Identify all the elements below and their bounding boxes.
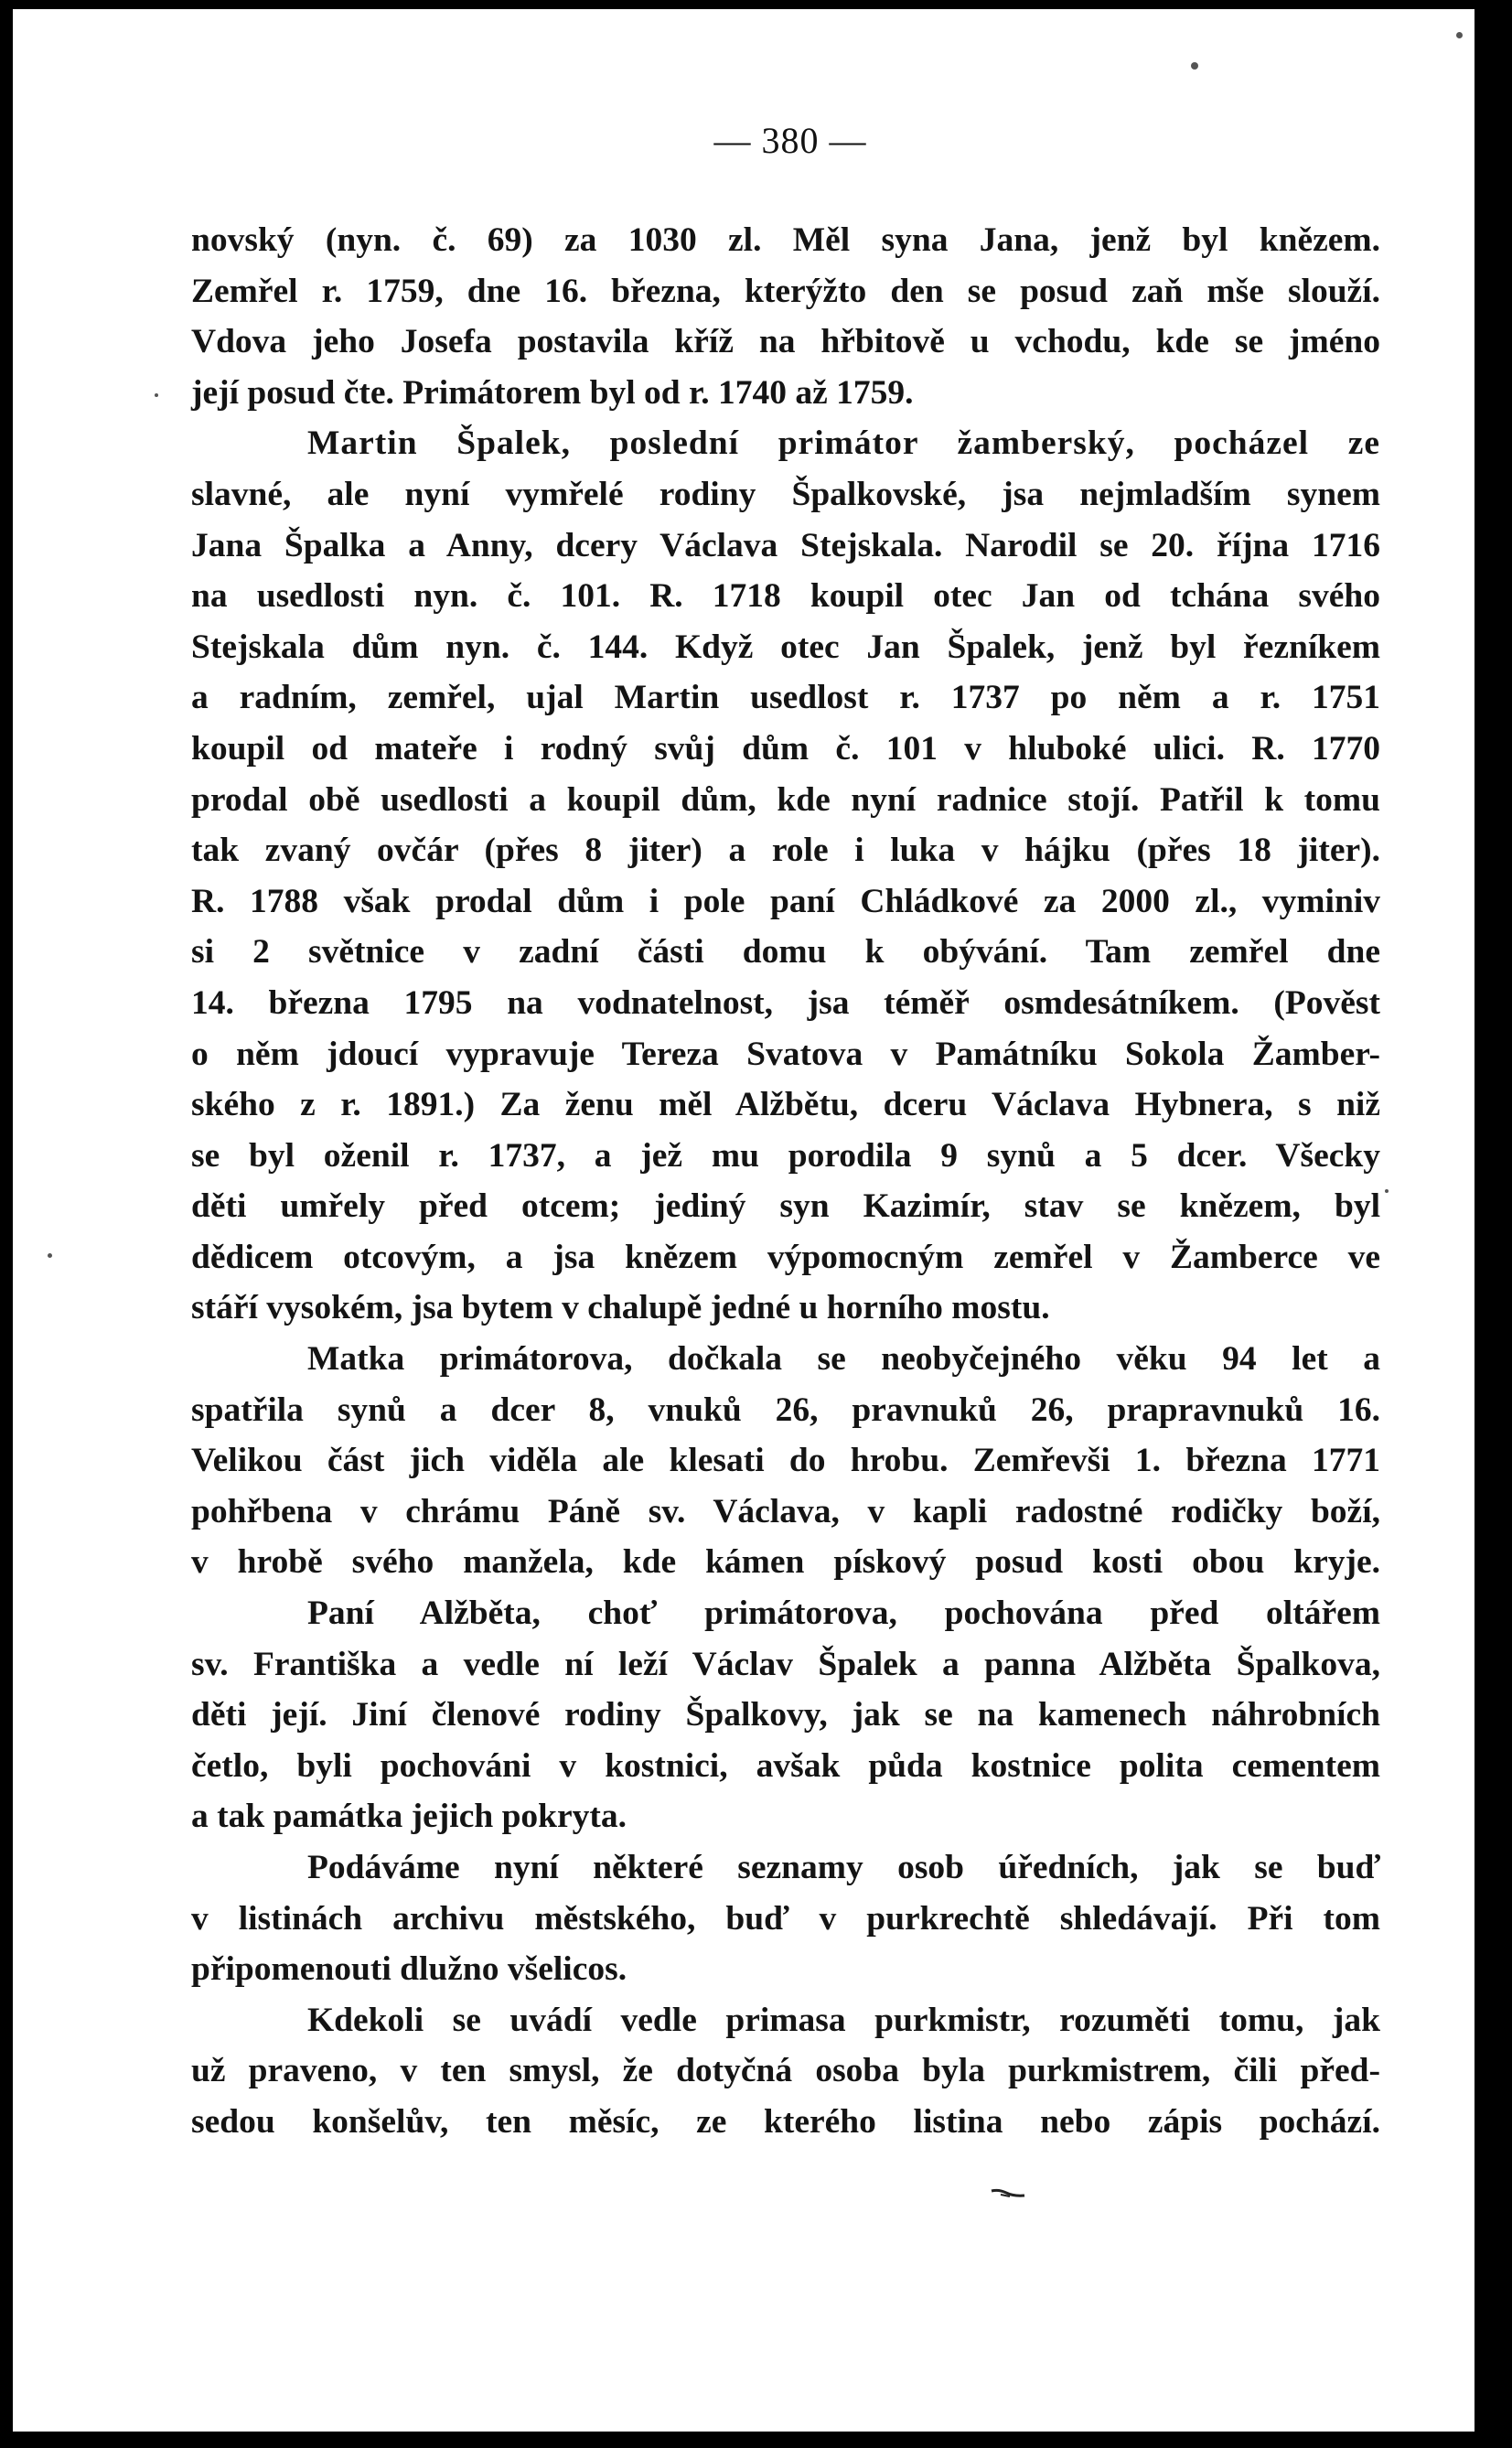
text-line: Stejskala dům nyn. č. 144. Když otec Jan Špalek, jenž byl řezníkem (191, 628, 1380, 666)
text-line: Velikou část jich viděla ale klesati do hrobu. Zemřevši 1. března 1771 (191, 1442, 1380, 1480)
paragraph-start-line: Kdekoli se uvádí vedle primasa purkmistr, rozuměti tomu, jak (307, 2001, 1380, 2039)
text-line: děti její. Jiní členové rodiny Špalkovy, jak se na kamenech náhrobních (191, 1696, 1380, 1734)
text-line: sv. Františka a vedle ní leží Václav Špalek a panna Alžběta Špalkova, (191, 1645, 1380, 1683)
text-line: její posud čte. Primátorem byl od r. 1740 až 1759. (191, 373, 914, 412)
text-line: v listinách archivu městského, buď v purkrechtě shledávají. Při tom (191, 1899, 1380, 1938)
print-speck (1385, 1189, 1389, 1193)
end-ornament-icon (990, 2187, 1026, 2200)
text-line: si 2 světnice v zadní části domu k obývání. Tam zemřel dne (191, 933, 1380, 972)
text-line: Zemřel r. 1759, dne 16. března, kterýžto den se posud zaň mše slouží. (191, 272, 1380, 310)
text-line: o něm jdoucí vypravuje Tereza Svatova v Památníku Sokola Žamber- (191, 1035, 1380, 1073)
text-line: stáří vysokém, jsa bytem v chalupě jedné u horního mostu. (191, 1289, 1050, 1327)
text-line: četlo, byli pochováni v kostnici, avšak půda kostnice polita cementem (191, 1746, 1380, 1785)
book-page (13, 9, 1474, 2432)
text-line: prodal obě usedlosti a koupil dům, kde nyní radnice stojí. Patřil k tomu (191, 780, 1380, 819)
text-line: slavné, ale nyní vymřelé rodiny Špalkovské, jsa nejmladším synem (191, 475, 1380, 513)
text-line: pohřbena v chrámu Páně sv. Václava, v kapli radostné rodičky boží, (191, 1492, 1380, 1530)
text-line: na usedlosti nyn. č. 101. R. 1718 koupil otec Jan od tchána svého (191, 577, 1380, 616)
text-line: ského z r. 1891.) Za ženu měl Alžbětu, dceru Václava Hybnera, s niž (191, 1086, 1380, 1124)
page-number: — 380 — (713, 120, 867, 161)
print-speck (1456, 32, 1463, 38)
print-speck (48, 1253, 52, 1258)
paragraph-start-line: Matka primátorova, dočkala se neobyčejného věku 94 let a (307, 1340, 1380, 1379)
text-line: v hrobě svého manžela, kde kámen pískový posud kosti obou kryje. (191, 1543, 1380, 1582)
text-line: dědicem otcovým, a jsa knězem výpomocným zemřel v Žamberce ve (191, 1238, 1380, 1276)
text-line: Jana Špalka a Anny, dcery Václava Stejskala. Narodil se 20. října 1716 (191, 526, 1380, 564)
print-speck (155, 393, 158, 397)
body-text (191, 215, 1380, 2148)
paragraph-start-line: Paní Alžběta, choť primátorova, pochována před oltářem (307, 1594, 1380, 1633)
paragraph-start-line: Podáváme nyní některé seznamy osob úředních, jak se buď (307, 1849, 1380, 1886)
text-line: novský (nyn. č. 69) za 1030 zl. Měl syna Jana, jenž byl knězem. (191, 221, 1380, 259)
text-line: Vdova jeho Josefa postavila kříž na hřbitově u vchodu, kde se jméno (191, 323, 1380, 361)
text-line: 14. března 1795 na vodnatelnost, jsa téměř osmdesátníkem. (Pověst (191, 983, 1380, 1022)
text-line: se byl oženil r. 1737, a jež mu porodila 9 synů a 5 dcer. Všecky (191, 1136, 1380, 1175)
text-line: tak zvaný ovčár (přes 8 jiter) a role i luka v hájku (přes 18 jiter). (191, 832, 1380, 870)
text-line: děti umřely před otcem; jediný syn Kazimír, stav se knězem, byl (191, 1187, 1380, 1226)
text-line: připomenouti dlužno všelicos. (191, 1950, 627, 1989)
text-line: a radním, zemřel, ujal Martin usedlost r. 1737 po něm a r. 1751 (191, 679, 1380, 717)
text-line: už praveno, v ten smysl, že dotyčná osoba byla purkmistrem, čili před- (191, 2052, 1380, 2090)
paragraph-start-line: Martin Špalek, poslední primátor žamberský, pocházel ze (307, 424, 1380, 463)
text-line: koupil od mateře i rodný svůj dům č. 101 v hluboké ulici. R. 1770 (191, 729, 1380, 768)
text-line: sedou konšelův, ten měsíc, ze kterého listina nebo zápis pochází. (191, 2102, 1380, 2141)
print-speck (1191, 62, 1198, 70)
text-line: spatřila synů a dcer 8, vnuků 26, pravnuků 26, prapravnuků 16. (191, 1390, 1380, 1429)
text-line: a tak památka jejich pokryta. (191, 1798, 627, 1836)
text-line: R. 1788 však prodal dům i pole paní Chládkové za 2000 zl., vyminiv (191, 882, 1380, 920)
